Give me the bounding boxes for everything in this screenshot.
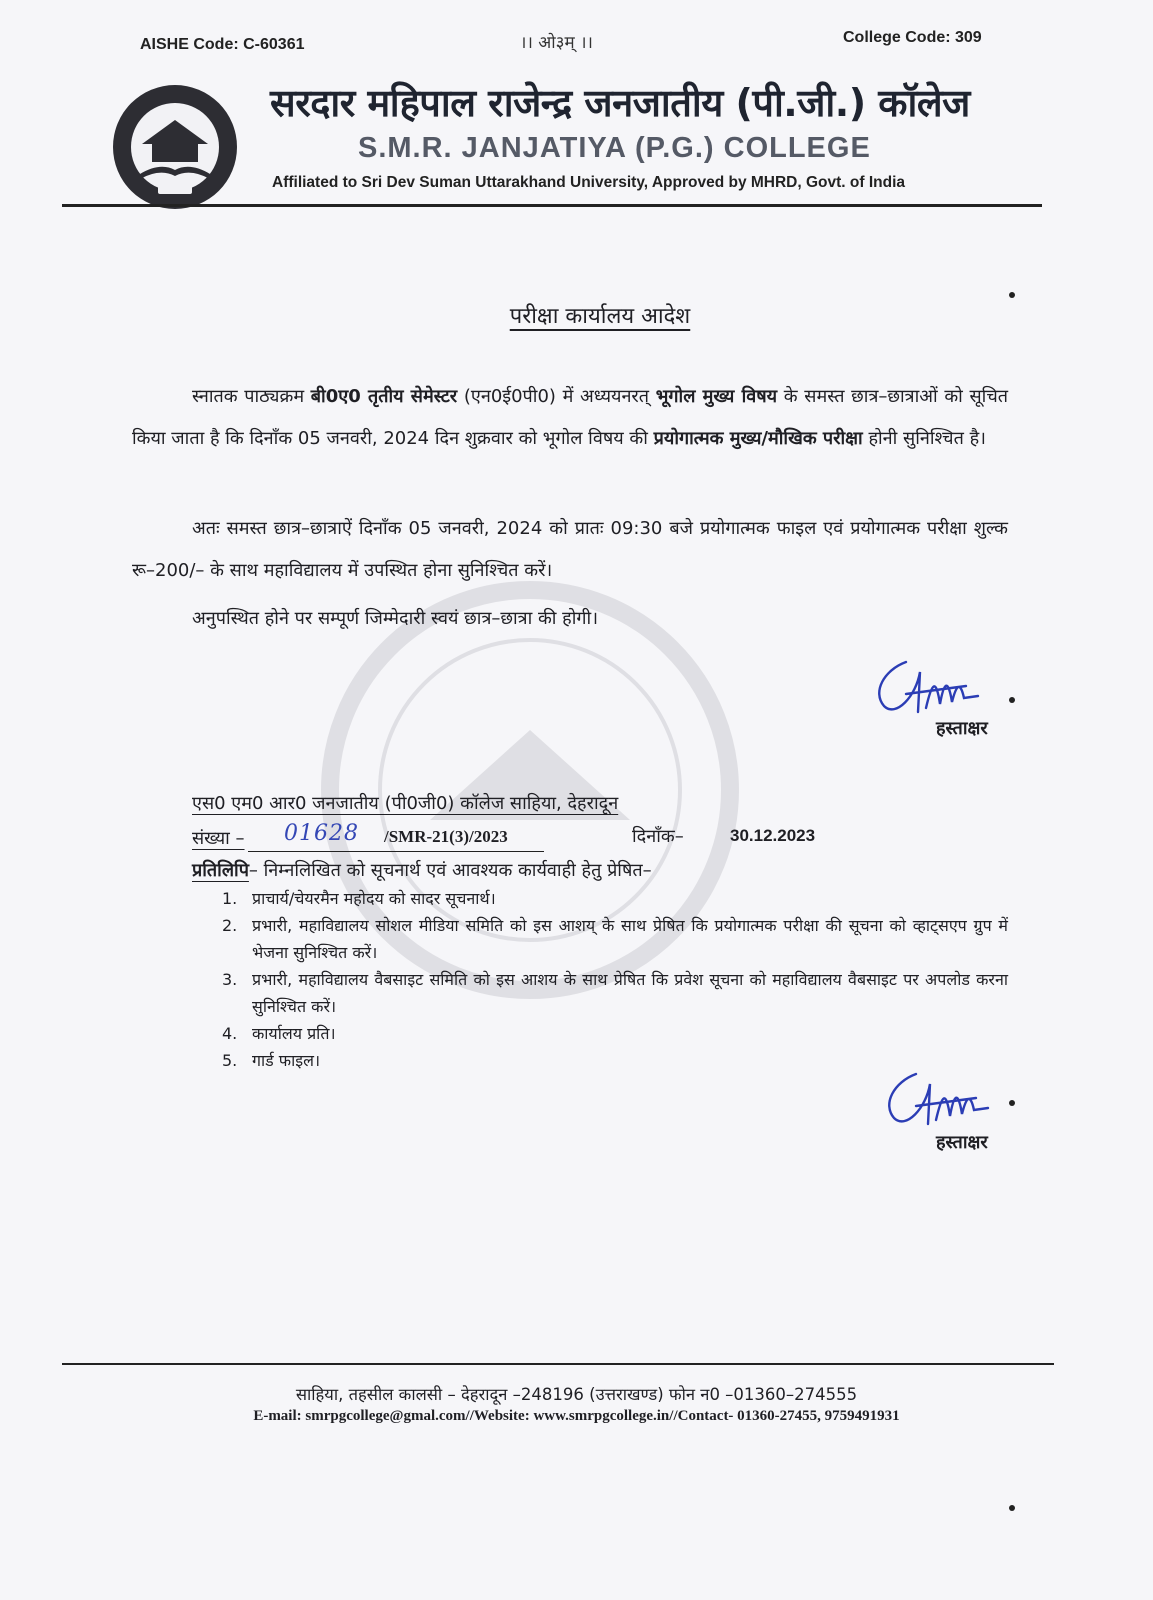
para1-bold-exam: प्रयोगात्मक मुख्य/मौखिक परीक्षा — [653, 428, 863, 449]
para1-text-3: के समस्त छात्र–छात्राओं को सूचित किया जाता है कि दिनाँक 05 जनवरी, 2024 दिन शुक्रवार को भूगोल विषय की — [132, 386, 1009, 449]
reference-number-value: 01628 — [284, 821, 359, 846]
para1-text-1: स्नातक पाठ्यक्रम — [192, 386, 311, 407]
list-item-number: 2. — [222, 916, 238, 935]
reference-date-value: 30.12.2023 — [730, 826, 816, 845]
college-logo — [110, 82, 240, 212]
signature-2 — [876, 1064, 1006, 1136]
signature-1 — [866, 652, 996, 724]
reference-number-code: /SMR-21(3)/2023 — [384, 827, 508, 846]
list-item-number: 4. — [222, 1024, 238, 1043]
reference-number-label: संख्या – — [192, 828, 245, 849]
para1-bold-subject: भूगोल मुख्य विषय — [655, 386, 778, 407]
copy-to-heading — [192, 858, 652, 882]
copy-to-list — [222, 885, 1008, 1074]
om-heading: ।। ओ३म् ।। — [520, 33, 593, 53]
footer-address: साहिया, तहसील कालसी – देहरादून –248196 (उत्तराखण्ड) फोन न0 –01360–274555 — [295, 1385, 858, 1404]
margin-dot — [1009, 697, 1015, 703]
footer-divider — [62, 1363, 1054, 1365]
margin-dot — [1009, 292, 1015, 298]
reference-date-label: दिनाँक– — [632, 826, 684, 847]
copy-to-text: – निम्नलिखित को सूचनार्थ एवं आवश्यक कार्यवाही हेतु प्रेषित– — [248, 860, 652, 881]
para1-text-4: होनी सुनिश्चित है। — [862, 428, 986, 449]
list-item — [222, 1020, 1008, 1047]
aishe-code: AISHE Code: C-60361 — [140, 36, 305, 53]
list-item-text: प्राचार्य/चेयरमैन महोदय को सादर सूचनार्थ। — [252, 889, 496, 908]
order-paragraph-3: अनुपस्थित होने पर सम्पूर्ण जिम्मेदारी स्वयं छात्र–छात्रा की होगी। — [192, 608, 599, 629]
order-paragraph-2: अतः समस्त छात्र–छात्राऐं दिनाँक 05 जनवरी, 2024 को प्रातः 09:30 बजे प्रयोगात्मक फाइल एवं प्रयोगात्मक परीक्षा शुल्क रू–200/– के साथ महाविद्यालय में उपस्थित होना सुनिश्चित करें। — [132, 518, 1008, 581]
list-item-number: 3. — [222, 970, 238, 989]
list-item-text: कार्यालय प्रति। — [252, 1024, 336, 1043]
footer-contact: E-mail: smrpgcollege@gmal.com//Website: www.smrpgcollege.in//Contact- 01360-27455, 9759491931 — [253, 1408, 900, 1424]
order-title: परीक्षा कार्यालय आदेश — [509, 304, 691, 329]
affiliation-line: Affiliated to Sri Dev Suman Uttarakhand University, Approved by MHRD, Govt. of India — [272, 174, 906, 191]
para1-bold-course: बी0ए0 तृतीय सेमेस्टर — [310, 386, 458, 407]
college-code: College Code: 309 — [843, 29, 982, 46]
list-item — [222, 885, 1008, 912]
reference-underline — [248, 851, 544, 852]
copy-to-label: प्रतिलिपि — [192, 860, 249, 881]
list-item-text: गार्ड फाइल। — [252, 1051, 321, 1070]
list-item — [222, 966, 1008, 1020]
list-item-text: प्रभारी, महाविद्यालय वैबसाइट समिति को इस आशय के साथ प्रेषित कि प्रवेश सूचना को महाविद्यालय वैबसाइट पर अपलोड करना सुनिश्चित करें। — [252, 970, 1008, 1016]
college-title-english: S.M.R. JANJATIYA (P.G.) COLLEGE — [358, 132, 871, 164]
order-paragraph-1 — [132, 376, 1008, 460]
signature-label-1: हस्ताक्षर — [936, 718, 988, 739]
list-item — [222, 912, 1008, 966]
list-item-number: 1. — [222, 889, 238, 908]
header-divider — [62, 204, 1042, 207]
margin-dot — [1009, 1505, 1015, 1511]
college-reference-line: एस0 एम0 आर0 जनजातीय (पी0जी0) कॉलेज साहिया, देहरादून — [192, 793, 619, 814]
list-item-text: प्रभारी, महाविद्यालय सोशल मीडिया समिति को इस आशय् के साथ प्रेषित कि प्रयोगात्मक परीक्षा की सूचना को व्हाट्सएप ग्रुप में भेजना सुनिश्चित करें। — [252, 916, 1008, 962]
list-item-number: 5. — [222, 1051, 238, 1070]
college-title-hindi: सरदार महिपाल राजेन्द्र जनजातीय (पी.जी.) कॉलेज — [270, 81, 970, 125]
para1-text-2: (एन0ई0पी0) में अध्ययनरत् — [457, 386, 656, 407]
margin-dot — [1009, 1100, 1015, 1106]
signature-label-2: हस्ताक्षर — [936, 1132, 988, 1153]
